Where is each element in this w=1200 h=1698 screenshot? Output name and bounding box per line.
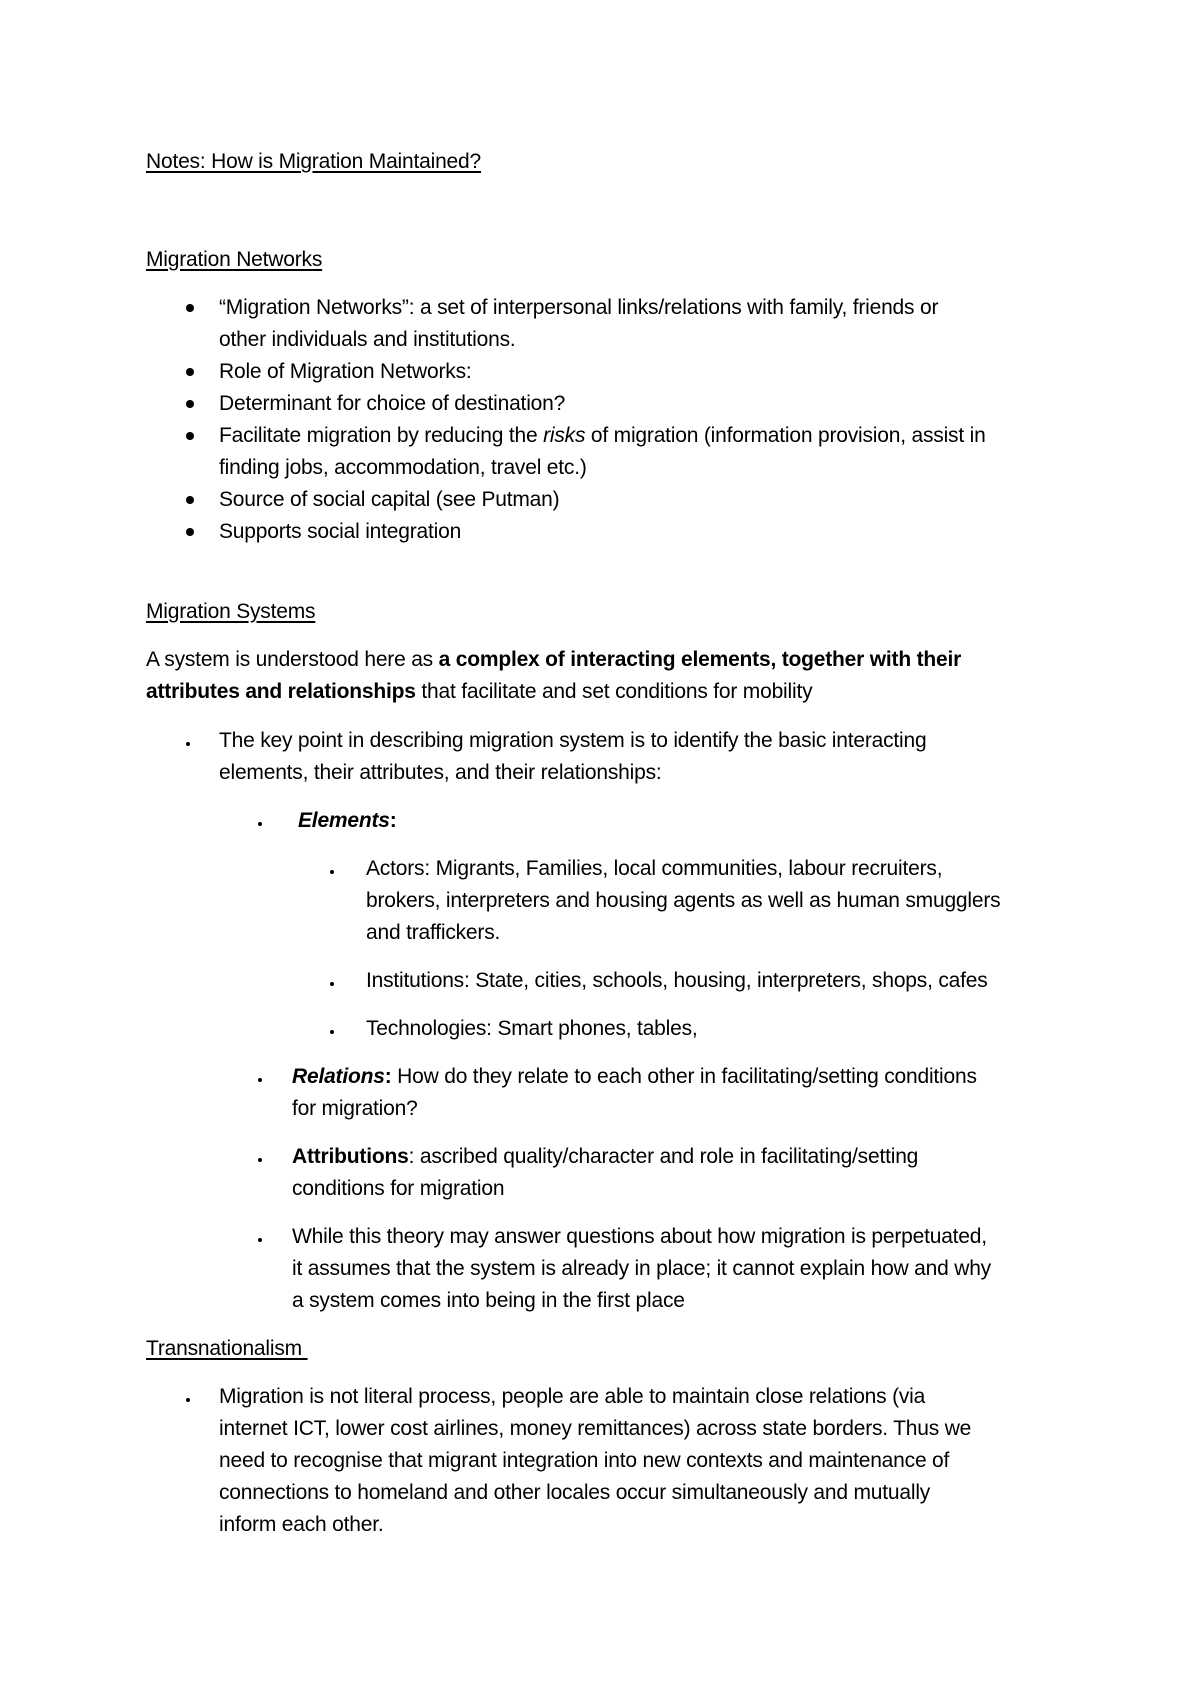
list-item: “Migration Networks”: a set of interpersonal links/relations with family, friends or: [219, 296, 939, 319]
list-item-continuation: and traffickers.: [366, 921, 501, 944]
paragraph-line: A system is understood here as a complex of interacting elements, together with their: [146, 648, 962, 671]
list-item: Facilitate migration by reducing the risks of migration (information provision, assist in: [219, 424, 986, 447]
paragraph-line: attributes and relationships that facilitate and set conditions for mobility: [146, 680, 813, 703]
list-item: Migration is not literal process, people are able to maintain close relations (via: [219, 1385, 926, 1408]
bullet-dot: [186, 432, 194, 440]
list-item: The key point in describing migration system is to identify the basic interacting: [219, 729, 927, 752]
list-item: While this theory may answer questions about how migration is perpetuated,: [292, 1225, 987, 1248]
list-item-attributions: Attributions: ascribed quality/character and role in facilitating/setting: [292, 1145, 919, 1168]
list-item-continuation: a system comes into being in the first place: [292, 1289, 685, 1312]
list-item: Role of Migration Networks:: [219, 360, 472, 383]
list-item: Source of social capital (see Putman): [219, 488, 560, 511]
bullet-dot: [186, 742, 190, 746]
list-item: Supports social integration: [219, 520, 462, 543]
list-item-continuation: inform each other.: [219, 1513, 384, 1536]
bullet-dot: [258, 1158, 262, 1162]
list-item-continuation: for migration?: [292, 1097, 418, 1120]
list-item-continuation: it assumes that the system is already in place; it cannot explain how and why: [292, 1257, 991, 1280]
section-heading-systems: Migration Systems: [146, 600, 316, 623]
list-item-continuation: need to recognise that migrant integration into new contexts and maintenance of: [219, 1449, 950, 1472]
bullet-dot: [330, 982, 334, 986]
list-item-continuation: finding jobs, accommodation, travel etc.): [219, 456, 587, 479]
bullet-dot: [186, 304, 194, 312]
bullet-dot: [186, 1398, 190, 1402]
list-item-elements: Elements:: [298, 809, 397, 832]
bullet-dot: [330, 870, 334, 874]
bullet-dot: [186, 400, 194, 408]
list-item-continuation: connections to homeland and other locales occur simultaneously and mutually: [219, 1481, 931, 1504]
section-heading-transnationalism: Transnationalism: [146, 1337, 308, 1360]
bullet-dot: [258, 1078, 262, 1082]
list-item-relations: Relations: How do they relate to each other in facilitating/setting conditions: [292, 1065, 977, 1088]
bullet-dot: [186, 496, 194, 504]
list-item: Determinant for choice of destination?: [219, 392, 566, 415]
list-item-continuation: conditions for migration: [292, 1177, 505, 1200]
list-item: Actors: Migrants, Families, local communities, labour recruiters,: [366, 857, 943, 880]
bullet-dot: [186, 528, 194, 536]
list-item-continuation: brokers, interpreters and housing agents as well as human smugglers: [366, 889, 1001, 912]
list-item-continuation: elements, their attributes, and their relationships:: [219, 761, 662, 784]
list-item: Institutions: State, cities, schools, housing, interpreters, shops, cafes: [366, 969, 988, 992]
page-title: Notes: How is Migration Maintained?: [146, 150, 481, 173]
bullet-dot: [258, 822, 262, 826]
list-item-continuation: internet ICT, lower cost airlines, money remittances) across state borders. Thus we: [219, 1417, 972, 1440]
bullet-dot: [186, 368, 194, 376]
list-item-continuation: other individuals and institutions.: [219, 328, 516, 351]
section-heading-networks: Migration Networks: [146, 248, 323, 271]
list-item: Technologies: Smart phones, tables,: [366, 1017, 698, 1040]
bullet-dot: [258, 1238, 262, 1242]
bullet-dot: [330, 1030, 334, 1034]
